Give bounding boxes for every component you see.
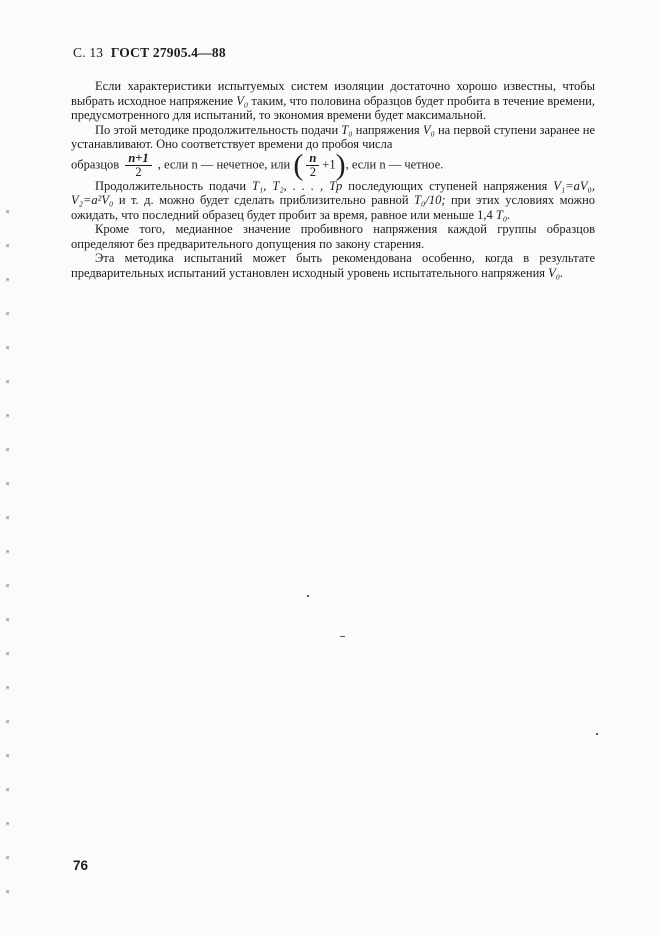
paragraph-2: По этой методике продолжительность подачи T₀ напряжения V₀ на первой ступени заранее не устанавливают. Оно соответствует времени до пробоя числа <box>71 122 595 151</box>
left-paren: ( <box>293 148 304 181</box>
formula-line: образцов $\frac{n+1}{2}$ , если n — нечетное, или ( $\frac{n}{2}$ +1), если n — четное. <box>71 148 444 181</box>
page-header <box>73 45 226 61</box>
standard-number: ГОСТ 27905.4—88 <box>110 45 226 60</box>
paragraph-3: Продолжительность подачи T₁, T₂, . . . , Tp последующих ступеней напряжения V₁=aV₀, V₂=a²V₀ и т. д. можно будет сделать приблизительно равной T₀/10; при этих условиях можно ожидать, что последний образец будет пробит за время, равное или меньше 1,4 T₀. <box>71 178 596 222</box>
paragraph-1: Если характеристики испытуемых систем изоляции достаточно хорошо известны, чтобы выбрать исходное напряжение V₀ таким, что половина образцов будет пробита в течение времени, предусмотренного для испытаний, то экономия времени будет максимальной. <box>71 79 595 122</box>
body-text <box>71 79 595 280</box>
scan-speck <box>340 636 345 637</box>
scan-speck <box>307 595 309 597</box>
paragraph-5: Эта методика испытаний может быть рекомендована особенно, когда в результате предварительных испытаний установлен исходный уровень испытательного напряжения V₀. <box>71 251 595 280</box>
page-prefix: С. 13 <box>73 45 104 60</box>
scan-edge-artifact <box>6 180 9 920</box>
scan-speck <box>596 733 598 735</box>
right-paren: ) <box>335 148 346 181</box>
fraction-n-plus-1-over-2: $\frac{n+1}{2}$ <box>125 152 151 179</box>
page-number: 76 <box>73 858 89 873</box>
fraction-n-over-2: $\frac{n}{2}$ <box>306 152 319 179</box>
paragraph-4: Кроме того, медианное значение пробивного напряжения каждой группы образцов определяют без предварительного допущения по закону старения. <box>71 222 595 251</box>
